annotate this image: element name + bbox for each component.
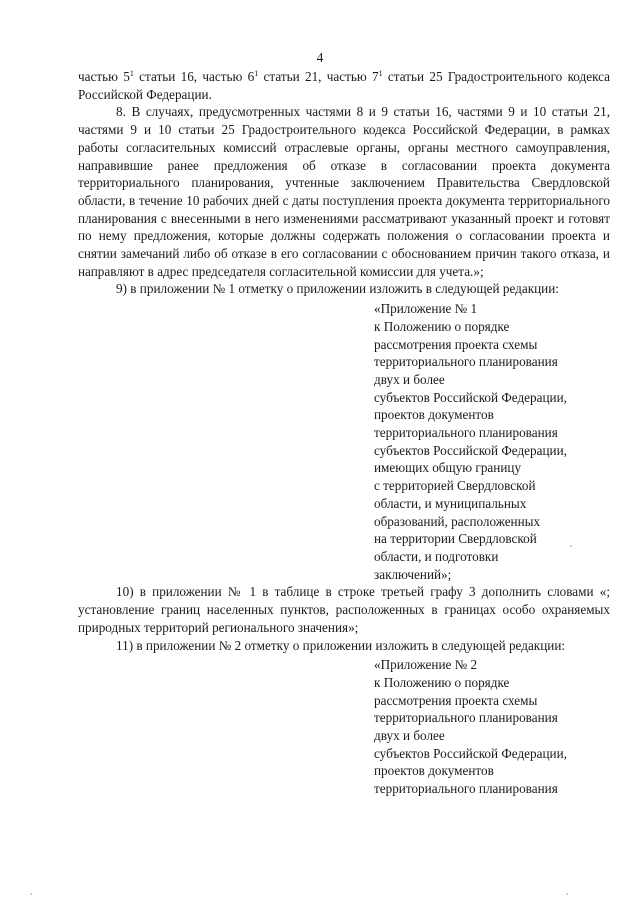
appendix-line: «Приложение № 2 xyxy=(374,657,478,673)
text-run: частью 5 xyxy=(78,69,130,84)
paragraph-item-10: 10) в приложении № 1 в таблице в строке третьей графу 3 дополнить словами «; установление границ населенных пунктов, расположенных в границах особо охраняемых природных территорий регионального значения»; xyxy=(78,584,610,635)
appendix-line: рассмотрения проекта схемы xyxy=(374,692,538,708)
paragraph-item-11: 11) в приложении № 2 отметку о приложении изложить в следующей редакции: xyxy=(116,637,566,653)
appendix-line: с территорией Свердловской xyxy=(374,478,536,494)
text-run: статьи 25 Градостроительного кодекса Российской Федерации. xyxy=(78,69,611,102)
appendix-line: территориального планирования xyxy=(374,710,558,726)
appendix-line: на территории Свердловской xyxy=(374,531,537,547)
appendix-line: субъектов Российской Федерации, xyxy=(374,389,567,405)
superscript: 1 xyxy=(378,69,383,78)
appendix-line: проектов документов xyxy=(374,407,494,423)
appendix-line: территориального планирования xyxy=(374,354,558,370)
appendix-line: образований, расположенных xyxy=(374,513,541,529)
appendix-line: двух и более xyxy=(374,371,445,387)
superscript: 1 xyxy=(254,69,259,78)
text-run: статьи 21, частью 7 xyxy=(258,69,379,84)
appendix-line: имеющих общую границу xyxy=(374,460,522,476)
superscript: 1 xyxy=(129,69,134,78)
paragraph-continuation xyxy=(78,68,610,103)
appendix-line: к Положению о порядке xyxy=(374,318,510,334)
appendix-line: территориального планирования xyxy=(374,425,558,441)
page-number: 4 xyxy=(316,50,324,65)
appendix-2-mark xyxy=(374,656,610,798)
scan-speck xyxy=(30,893,32,895)
appendix-line: субъектов Российской Федерации, xyxy=(374,745,567,761)
appendix-line: субъектов Российской Федерации, xyxy=(374,442,567,458)
scan-speck xyxy=(566,893,568,895)
appendix-line: заключений»; xyxy=(374,566,452,582)
document-body xyxy=(78,68,610,798)
appendix-line: рассмотрения проекта схемы xyxy=(374,336,538,352)
scan-speck xyxy=(570,545,572,547)
appendix-line: области, и муниципальных xyxy=(374,495,527,511)
paragraph-8: 8. В случаях, предусмотренных частями 8 и 9 статьи 16, частями 9 и 10 статьи 21, частями 9 и 10 статьи 25 Градостроительного кодекса Российской Федерации, в рамках работы согласительных комиссий отраслевые органы, органы местного самоуправления, направившие ранее предложения об отказе в согласовании проекта документа территориального планирования, учтенные заключением Правительства Свердловской области, в течение 10 рабочих дней с даты поступления проекта документа территориального планирования с внесенными в него изменениями рассматривают указанный проект и готовят по нему предложения, которые должны содержать положения о согласовании проекта и снятии замечаний либо об отказе в его согласовании с обоснованием причин такого отказа, и направляют в адрес председателя согласительной комиссии для учета.»; xyxy=(78,104,610,279)
appendix-line: области, и подготовки xyxy=(374,548,499,564)
appendix-line: территориального планирования xyxy=(374,781,558,797)
appendix-line: двух и более xyxy=(374,728,445,744)
paragraph-item-9: 9) в приложении № 1 отметку о приложении изложить в следующей редакции: xyxy=(116,281,559,297)
appendix-line: «Приложение № 1 xyxy=(374,301,478,317)
appendix-line: проектов документов xyxy=(374,763,494,779)
appendix-1-mark xyxy=(374,300,610,583)
appendix-line: к Положению о порядке xyxy=(374,674,510,690)
text-run: статьи 16, частью 6 xyxy=(133,69,255,84)
